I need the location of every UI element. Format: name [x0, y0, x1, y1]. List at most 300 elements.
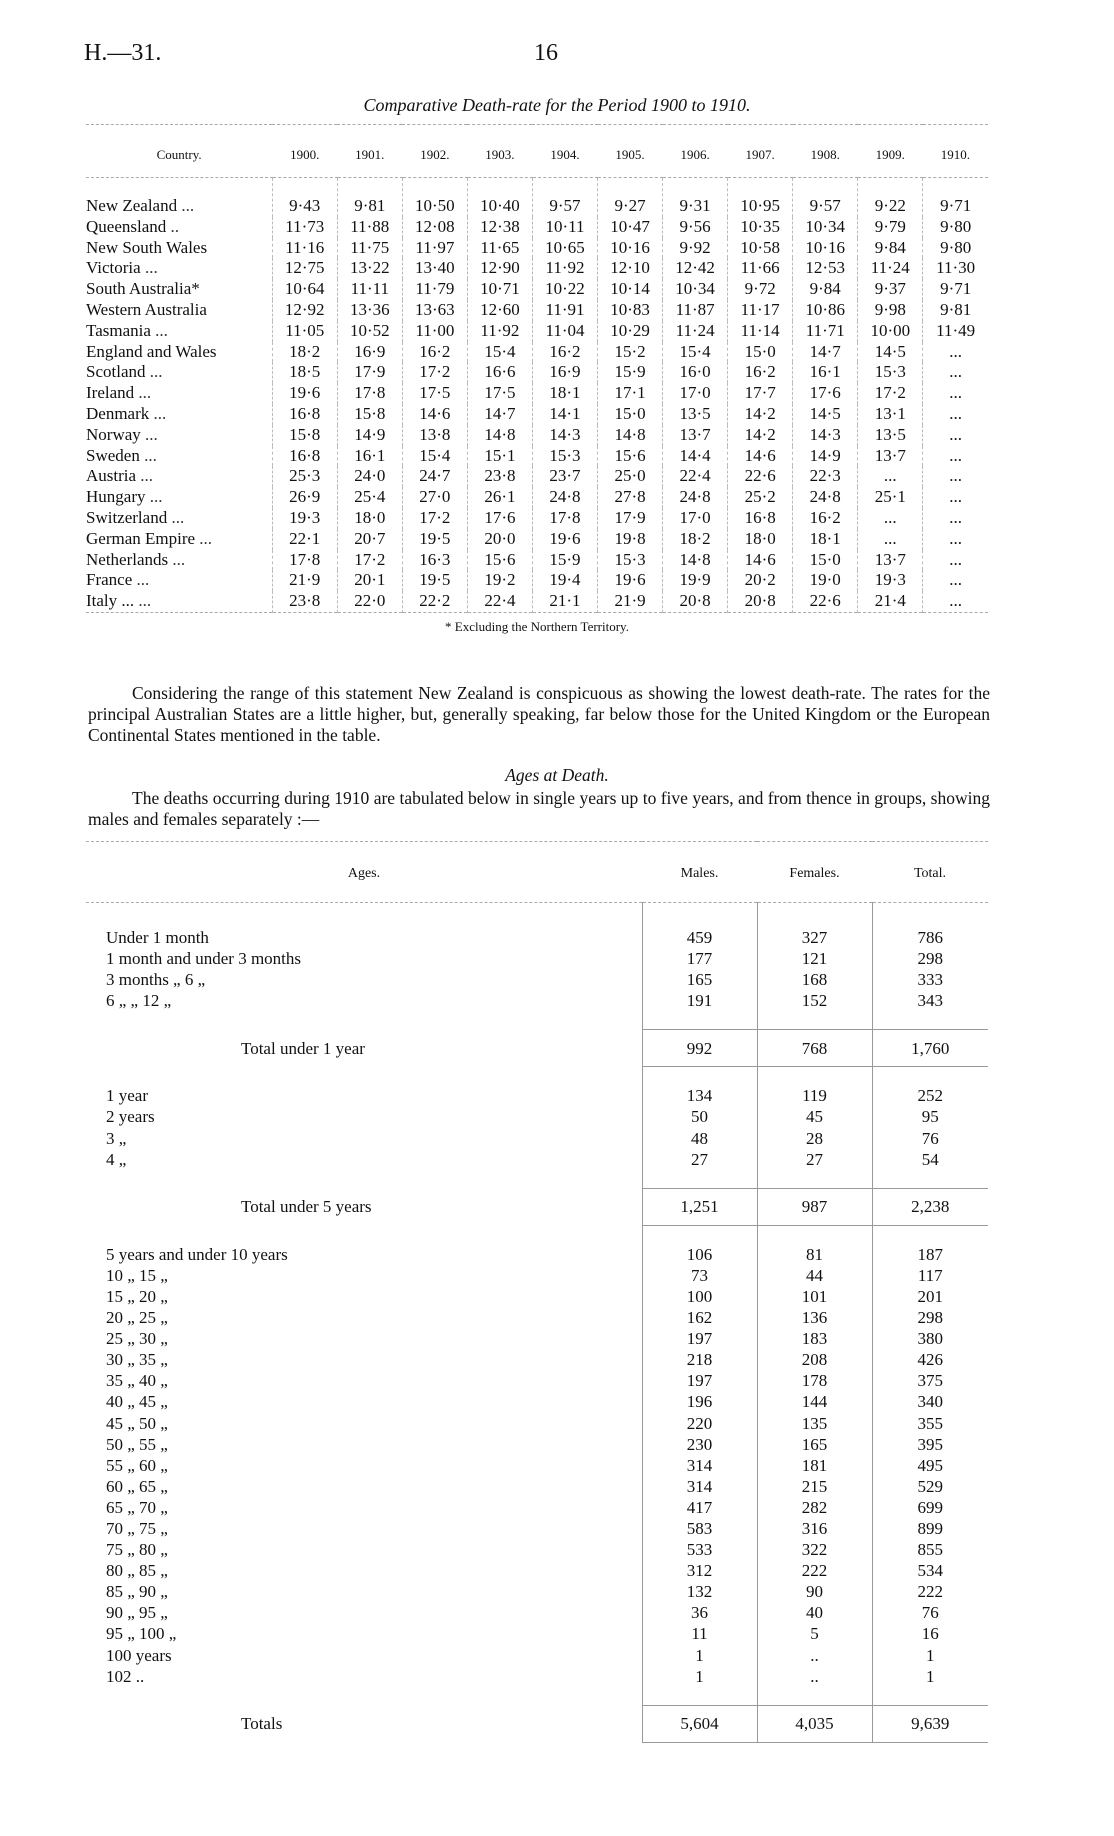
country-name: Scotland: [86, 362, 146, 382]
count-cell: 529: [872, 1476, 988, 1497]
rate-cell: 15·2: [598, 342, 663, 363]
age-label: 35 „ 40 „: [106, 1371, 168, 1391]
rate-cell: 10·83: [598, 300, 663, 321]
table-row: [86, 466, 988, 487]
rate-cell: 9·79: [858, 217, 923, 238]
age-label: 70 „ 75 „: [106, 1518, 168, 1538]
table-row: [86, 1244, 988, 1265]
count-cell: 1: [872, 1666, 988, 1687]
rate-cell: 26·9: [272, 487, 337, 508]
rate-cell: 19·6: [598, 570, 663, 591]
paragraph-death-rate-comment: Considering the range of this statement New Zealand is conspicuous as showing the lowest death-rate. The rates for the principal Australian States are a little higher, but, generally speaking, far below those for the United Kingdom or the European Continental States mentioned in the table.: [88, 683, 990, 745]
rate-cell: 25·1: [858, 487, 923, 508]
rate-cell: 17·9: [598, 508, 663, 529]
rate-cell: 26·1: [467, 487, 532, 508]
age-label: 45 „ 50 „: [106, 1413, 168, 1433]
rate-cell: 13·7: [858, 550, 923, 571]
rate-cell: 17·5: [467, 383, 532, 404]
count-cell: 333: [872, 969, 988, 990]
country-name: Hungary: [86, 487, 146, 507]
rate-cell: 12·38: [467, 217, 532, 238]
rate-cell: 19·6: [532, 529, 597, 550]
rate-cell: 14·5: [858, 342, 923, 363]
rate-cell: 19·3: [272, 508, 337, 529]
rate-cell: 22·2: [402, 591, 467, 612]
rate-cell: 10·22: [532, 279, 597, 300]
count-cell: 1: [872, 1645, 988, 1666]
rate-cell: 17·0: [663, 508, 728, 529]
rate-cell: 14·7: [467, 404, 532, 425]
total-cell: 1,760: [872, 1030, 988, 1067]
rate-cell: 11·87: [663, 300, 728, 321]
rate-cell: 18·2: [663, 529, 728, 550]
table-row: [86, 1497, 988, 1518]
rate-cell: 15·3: [532, 446, 597, 467]
count-cell: 222: [757, 1560, 872, 1581]
rate-cell: 27·0: [402, 487, 467, 508]
leader-dots: ...: [149, 362, 163, 382]
count-cell: 380: [872, 1328, 988, 1349]
total-label: Total under 5 years: [241, 1197, 372, 1217]
count-cell: 178: [757, 1370, 872, 1391]
count-cell: 340: [872, 1391, 988, 1412]
rate-cell: 11·49: [923, 321, 988, 342]
count-cell: 134: [642, 1085, 757, 1106]
count-cell: 135: [757, 1413, 872, 1434]
rate-cell: 22·1: [272, 529, 337, 550]
rate-cell: 9·81: [337, 178, 402, 217]
leader-dots: ...: [155, 320, 168, 340]
spacer-cell: [642, 903, 757, 928]
rate-cell: 9·81: [923, 300, 988, 321]
spacer-cell: [757, 1225, 872, 1244]
table-row: [86, 1349, 988, 1370]
rate-cell: 11·16: [272, 238, 337, 259]
count-cell: 54: [872, 1149, 988, 1170]
table-row: [86, 1645, 988, 1666]
count-cell: 168: [757, 969, 872, 990]
rate-cell: 17·2: [402, 362, 467, 383]
rate-cell: ...: [923, 591, 988, 612]
count-cell: 152: [757, 990, 872, 1011]
age-label: 80 „ 85 „: [106, 1561, 168, 1581]
rate-cell: 22·4: [663, 466, 728, 487]
country-cell: [86, 258, 272, 279]
table-row: [86, 1328, 988, 1349]
count-cell: 1: [642, 1645, 757, 1666]
count-cell: 132: [642, 1581, 757, 1602]
table-row: [86, 300, 988, 321]
rate-cell: 17·1: [598, 383, 663, 404]
rate-cell: 9·27: [598, 178, 663, 217]
leader-dots: ...: [138, 383, 152, 403]
total-cell: 1,251: [642, 1188, 757, 1225]
leader-dots: ...: [144, 445, 157, 465]
death-rate-title: Comparative Death-rate for the Period 1900 to 1910.: [363, 95, 751, 115]
country-cell: [86, 508, 272, 529]
table-row: [86, 1666, 988, 1687]
count-cell: 76: [872, 1128, 988, 1149]
rate-cell: 17·5: [402, 383, 467, 404]
age-label: 95 „ 100 „: [106, 1624, 177, 1644]
rate-cell: 9·43: [272, 178, 337, 217]
count-cell: 144: [757, 1391, 872, 1412]
rate-cell: 13·7: [858, 446, 923, 467]
rate-cell: 16·9: [532, 362, 597, 383]
rate-cell: 25·0: [598, 466, 663, 487]
rate-cell: 13·22: [337, 258, 402, 279]
count-cell: 699: [872, 1497, 988, 1518]
table-row: [86, 425, 988, 446]
rate-cell: 9·84: [858, 238, 923, 259]
count-cell: 187: [872, 1244, 988, 1265]
rate-cell: 15·0: [793, 550, 858, 571]
rate-cell: 19·3: [858, 570, 923, 591]
rate-cell: 14·2: [728, 404, 793, 425]
table-row: [86, 1455, 988, 1476]
table-row: [86, 1413, 988, 1434]
rate-cell: 12·08: [402, 217, 467, 238]
column-header: Males.: [642, 842, 757, 903]
column-header: Country.: [86, 125, 272, 178]
count-cell: 27: [642, 1149, 757, 1170]
leader-dots: ...: [138, 591, 152, 611]
rate-cell: ...: [923, 404, 988, 425]
count-cell: 50: [642, 1106, 757, 1127]
rate-cell: 22·6: [728, 466, 793, 487]
column-header: Females.: [757, 842, 872, 903]
rate-cell: 17·8: [272, 550, 337, 571]
count-cell: 533: [642, 1539, 757, 1560]
table-row: [86, 969, 988, 990]
rate-cell: 11·65: [467, 238, 532, 259]
country-cell: [86, 279, 272, 300]
spacer-row: [86, 1225, 988, 1244]
rate-cell: 11·17: [728, 300, 793, 321]
rate-cell: 14·6: [728, 446, 793, 467]
age-label: Under 1 month: [106, 928, 209, 947]
total-row: [86, 1188, 988, 1225]
spacer-cell: [757, 1687, 872, 1706]
rate-cell: 18·0: [728, 529, 793, 550]
rate-cell: 24·7: [402, 466, 467, 487]
rate-cell: 11·04: [532, 321, 597, 342]
country-name: South Australia*: [86, 279, 200, 299]
leader-dots: ...: [144, 258, 158, 278]
rate-cell: 19·2: [467, 570, 532, 591]
rate-cell: 17·7: [728, 383, 793, 404]
rate-cell: 14·8: [663, 550, 728, 571]
count-cell: 534: [872, 1560, 988, 1581]
rate-cell: 10·11: [532, 217, 597, 238]
table-row: [86, 570, 988, 591]
rate-cell: 9·80: [923, 238, 988, 259]
rate-cell: 14·3: [532, 425, 597, 446]
rate-cell: 16·3: [402, 550, 467, 571]
rate-cell: 14·8: [467, 425, 532, 446]
table-row: [86, 1128, 988, 1149]
age-label: 4 „: [106, 1149, 127, 1169]
rate-cell: 25·2: [728, 487, 793, 508]
country-cell: [86, 487, 272, 508]
table-row: [86, 362, 988, 383]
rate-cell: 15·3: [858, 362, 923, 383]
rate-cell: 19·5: [402, 570, 467, 591]
rate-cell: 19·8: [598, 529, 663, 550]
age-label: 15 „ 20 „: [106, 1286, 168, 1306]
rate-cell: 18·1: [793, 529, 858, 550]
count-cell: 220: [642, 1413, 757, 1434]
table-row: [86, 1265, 988, 1286]
rate-cell: 13·1: [858, 404, 923, 425]
rate-cell: 16·6: [467, 362, 532, 383]
rate-cell: 16·1: [337, 446, 402, 467]
count-cell: 583: [642, 1518, 757, 1539]
table-row: [86, 446, 988, 467]
leader-dots: ...: [140, 466, 154, 486]
count-cell: 5: [757, 1623, 872, 1644]
country-name: Norway: [86, 424, 141, 444]
count-cell: 899: [872, 1518, 988, 1539]
rate-cell: 10·29: [598, 321, 663, 342]
rate-cell: 12·42: [663, 258, 728, 279]
country-name: Queensland: [86, 216, 167, 236]
count-cell: 136: [757, 1307, 872, 1328]
rate-cell: ...: [923, 550, 988, 571]
rate-cell: 20·8: [663, 591, 728, 612]
rate-cell: 21·9: [598, 591, 663, 612]
spacer-cell: [86, 1067, 642, 1086]
table-row: [86, 1602, 988, 1623]
rate-cell: 22·6: [793, 591, 858, 612]
count-cell: 215: [757, 1476, 872, 1497]
count-cell: 395: [872, 1434, 988, 1455]
count-cell: 343: [872, 990, 988, 1011]
rate-cell: 14·8: [598, 425, 663, 446]
rate-cell: 24·0: [337, 466, 402, 487]
column-header: 1901.: [337, 125, 402, 178]
total-cell: 768: [757, 1030, 872, 1067]
country-name: England and Wales: [86, 341, 217, 361]
rate-cell: 16·8: [728, 508, 793, 529]
count-cell: 162: [642, 1307, 757, 1328]
rate-cell: 25·3: [272, 466, 337, 487]
total-cell: 992: [642, 1030, 757, 1067]
count-cell: 314: [642, 1455, 757, 1476]
count-cell: 165: [642, 969, 757, 990]
spacer-row: [86, 1170, 988, 1189]
rate-cell: 20·1: [337, 570, 402, 591]
count-cell: 312: [642, 1560, 757, 1581]
rate-cell: 9·57: [793, 178, 858, 217]
rate-cell: 10·50: [402, 178, 467, 217]
count-cell: 426: [872, 1349, 988, 1370]
leader-dots: ...: [171, 507, 185, 527]
country-cell: [86, 404, 272, 425]
rate-cell: 9·22: [858, 178, 923, 217]
rate-cell: 11·73: [272, 217, 337, 238]
rate-cell: 11·79: [402, 279, 467, 300]
count-cell: 208: [757, 1349, 872, 1370]
count-cell: 11: [642, 1623, 757, 1644]
rate-cell: 22·0: [337, 591, 402, 612]
rate-cell: 15·4: [402, 446, 467, 467]
rate-cell: 20·8: [728, 591, 793, 612]
country-name: Western Australia: [86, 299, 207, 319]
rate-cell: 13·5: [663, 404, 728, 425]
count-cell: 76: [872, 1602, 988, 1623]
rate-cell: 13·36: [337, 300, 402, 321]
rate-cell: 10·00: [858, 321, 923, 342]
country-name: New South Wales: [86, 237, 208, 257]
count-cell: 298: [872, 948, 988, 969]
table-row: [86, 1623, 988, 1644]
rate-cell: 16·2: [728, 362, 793, 383]
rate-cell: 17·6: [467, 508, 532, 529]
rate-cell: 19·6: [272, 383, 337, 404]
rate-cell: 10·16: [598, 238, 663, 259]
rate-cell: ...: [858, 466, 923, 487]
spacer-cell: [757, 1170, 872, 1189]
rate-cell: 11·24: [663, 321, 728, 342]
rate-cell: 12·90: [467, 258, 532, 279]
count-cell: 101: [757, 1286, 872, 1307]
count-cell: 222: [872, 1581, 988, 1602]
rate-cell: 9·57: [532, 178, 597, 217]
country-name: Switzerland: [86, 507, 168, 527]
country-cell: [86, 570, 272, 591]
country-cell: [86, 550, 272, 571]
count-cell: 165: [757, 1434, 872, 1455]
total-row: [86, 1030, 988, 1067]
column-header: 1910.: [923, 125, 988, 178]
rate-cell: 20·0: [467, 529, 532, 550]
count-cell: 196: [642, 1391, 757, 1412]
rate-cell: 11·92: [532, 258, 597, 279]
rate-cell: 14·9: [793, 446, 858, 467]
count-cell: 100: [642, 1286, 757, 1307]
rate-cell: 12·60: [467, 300, 532, 321]
rate-cell: 11·66: [728, 258, 793, 279]
rate-cell: 10·14: [598, 279, 663, 300]
rate-cell: 14·2: [728, 425, 793, 446]
spacer-row: [86, 1067, 988, 1086]
count-cell: 197: [642, 1328, 757, 1349]
age-label: 25 „ 30 „: [106, 1329, 168, 1349]
age-label: 85 „ 90 „: [106, 1582, 168, 1602]
total-cell: 987: [757, 1188, 872, 1225]
table-row: [86, 948, 988, 969]
spacer-cell: [757, 1067, 872, 1086]
column-header: 1905.: [598, 125, 663, 178]
count-cell: 375: [872, 1370, 988, 1391]
count-cell: 27: [757, 1149, 872, 1170]
rate-cell: 15·0: [728, 342, 793, 363]
country-name: Denmark: [86, 403, 150, 423]
rate-cell: 18·0: [337, 508, 402, 529]
spacer-cell: [872, 1170, 988, 1189]
leader-dots: ...: [199, 528, 213, 548]
rate-cell: 11·14: [728, 321, 793, 342]
count-cell: 355: [872, 1413, 988, 1434]
rate-cell: 20·2: [728, 570, 793, 591]
rate-cell: 11·71: [793, 321, 858, 342]
country-cell: [86, 178, 272, 217]
country-cell: [86, 466, 272, 487]
column-header: 1903.: [467, 125, 532, 178]
rate-cell: 18·1: [532, 383, 597, 404]
rate-cell: 17·8: [532, 508, 597, 529]
table-row: [86, 1307, 988, 1328]
rate-cell: 14·9: [337, 425, 402, 446]
country-cell: [86, 217, 272, 238]
table-row: [86, 1560, 988, 1581]
country-name: Tasmania: [86, 320, 151, 340]
rate-cell: 10·95: [728, 178, 793, 217]
age-label: 90 „ 95 „: [106, 1603, 168, 1623]
rate-cell: 9·71: [923, 279, 988, 300]
death-rate-footnote: * Excluding the Northern Territory.: [86, 612, 988, 637]
table-row: [86, 238, 988, 259]
rate-cell: 16·9: [337, 342, 402, 363]
rate-cell: 10·35: [728, 217, 793, 238]
rate-cell: 13·40: [402, 258, 467, 279]
paragraph-ages-intro: The deaths occurring during 1910 are tabulated below in single years up to five years, and from thence in groups, showing males and females separately :—: [88, 788, 990, 829]
rate-cell: 14·6: [402, 404, 467, 425]
count-cell: 282: [757, 1497, 872, 1518]
country-cell: [86, 362, 272, 383]
count-cell: 95: [872, 1106, 988, 1127]
rate-cell: 15·3: [598, 550, 663, 571]
spacer-cell: [872, 1225, 988, 1244]
total-cell: 5,604: [642, 1705, 757, 1742]
rate-cell: 10·52: [337, 321, 402, 342]
rate-cell: 16·8: [272, 446, 337, 467]
count-cell: 459: [642, 927, 757, 948]
table-row: [86, 1085, 988, 1106]
rate-cell: 17·0: [663, 383, 728, 404]
rate-cell: 22·4: [467, 591, 532, 612]
count-cell: 16: [872, 1623, 988, 1644]
table-row: [86, 217, 988, 238]
country-cell: [86, 383, 272, 404]
leader-dots: ...: [149, 487, 163, 507]
rate-cell: 16·2: [793, 508, 858, 529]
rate-cell: 11·97: [402, 238, 467, 259]
table-row: [86, 1106, 988, 1127]
age-label: 3 months „ 6 „: [106, 970, 206, 990]
rate-cell: 15·8: [337, 404, 402, 425]
age-label: 60 „ 65 „: [106, 1476, 168, 1496]
count-cell: 177: [642, 948, 757, 969]
age-label: 65 „ 70 „: [106, 1497, 168, 1517]
rate-cell: 12·10: [598, 258, 663, 279]
rate-cell: 23·7: [532, 466, 597, 487]
country-cell: [86, 425, 272, 446]
country-name: Sweden: [86, 445, 140, 465]
count-cell: 28: [757, 1128, 872, 1149]
page-number: 16: [534, 40, 558, 66]
rate-cell: 25·4: [337, 487, 402, 508]
rate-cell: 16·2: [532, 342, 597, 363]
count-cell: 1: [642, 1666, 757, 1687]
age-label: 102 ..: [106, 1666, 145, 1686]
column-header: 1906.: [663, 125, 728, 178]
spacer-cell: [642, 1011, 757, 1030]
rate-cell: 15·4: [663, 342, 728, 363]
rate-cell: 10·47: [598, 217, 663, 238]
spacer-cell: [642, 1687, 757, 1706]
